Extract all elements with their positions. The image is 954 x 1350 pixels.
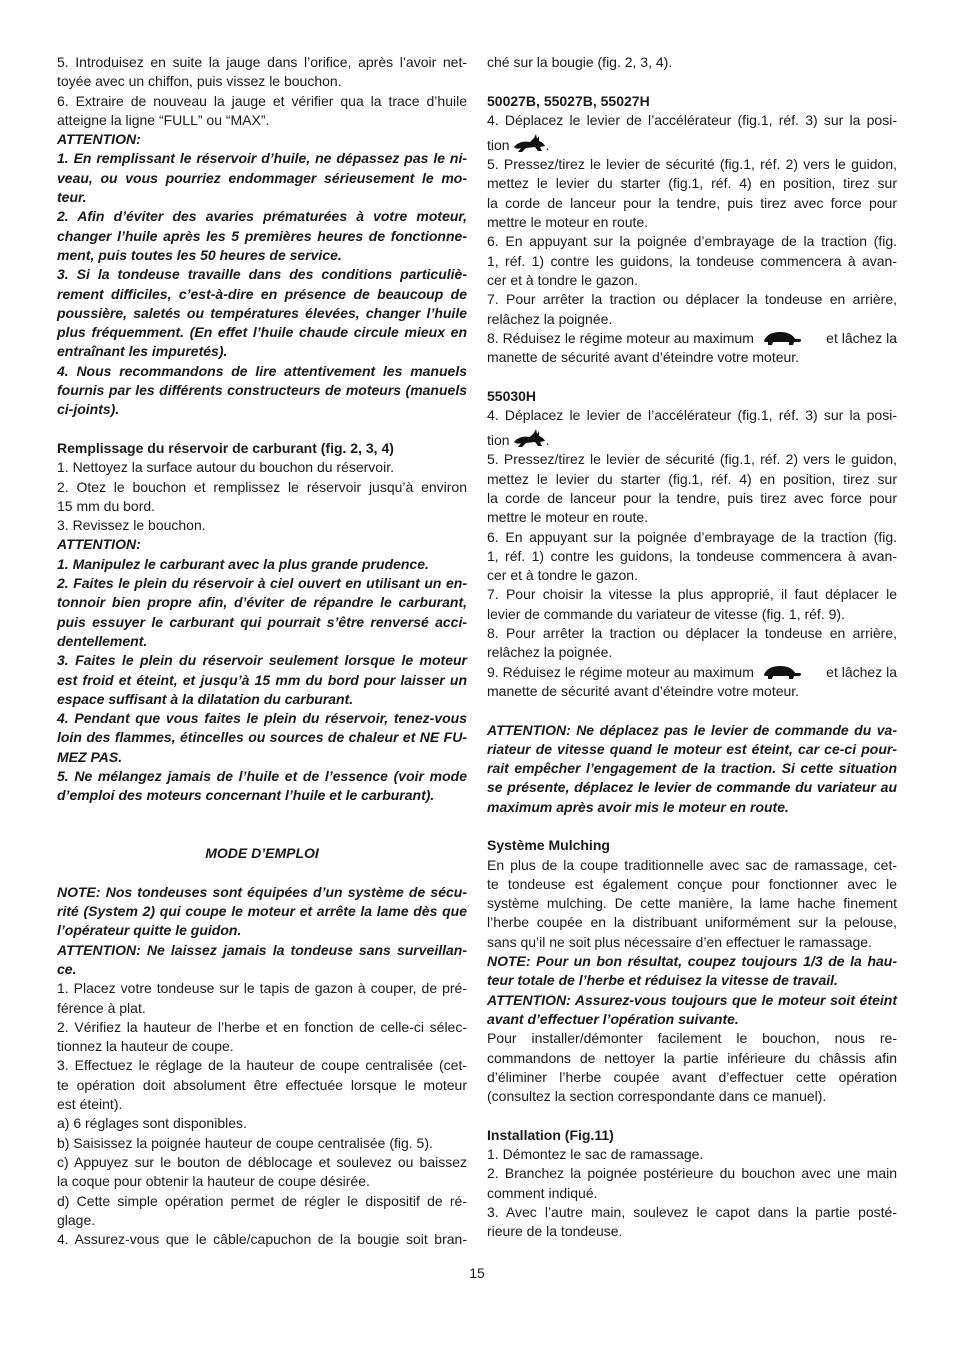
section-heading-mulching: Système Mulching [487, 837, 610, 854]
page-number: 15 [469, 1265, 485, 1281]
text-line: manette de sécurité avant d’éteindre votre moteur. [487, 349, 800, 366]
text-line: cer et à tondre le gazon. [487, 567, 638, 584]
text-line: comment indiqué. [487, 1184, 598, 1201]
text-line: espace suffisant à la dilatation du carburant. [57, 690, 354, 707]
text-line: rement difficiles, c’est-à-dire en présence de beaucoup de [57, 285, 467, 302]
text-line: te tondeuse est également conçue pour fonctionner avec le [487, 875, 897, 892]
text-line: ATTENTION: Assurez-vous toujours que le moteur soit éteint [487, 991, 897, 1008]
text-line: rait empêcher l’engagement de la traction. Si cette situation [487, 760, 897, 777]
attention-heading: ATTENTION: [57, 131, 141, 148]
text-line: 4. Assurez-vous que le câble/capuchon de la bougie soit bran- [57, 1231, 467, 1248]
text-line: 2. Otez le bouchon et remplissez le réservoir jusqu’à environ [57, 478, 467, 495]
text-line: levier de commande du variateur de vitesse (fig. 1, réf. 9). [487, 605, 845, 622]
text-line: 6. En appuyant sur la poignée d’embrayage de la traction (fig. [487, 233, 897, 250]
attention-heading: ATTENTION: [57, 536, 141, 553]
text-line: d’emploi des moteurs concernant l’huile et le carburant). [57, 787, 435, 804]
text-line: 15 mm du bord. [57, 497, 156, 514]
text-fragment: et lâchez la [826, 663, 897, 680]
text-line: cer et à tondre le gazon. [487, 271, 638, 288]
text-line: 5. Ne mélangez jamais de l’huile et de l’essence (voir mode [57, 767, 467, 784]
model-heading-50027b: 50027B, 55027B, 55027H [487, 92, 650, 109]
text-line: 4. Déplacez le levier de l’accélérateur (fig.1, réf. 3) sur la posi- [487, 111, 897, 128]
right-column [487, 53, 897, 1242]
text-line: 3. Revissez le bouchon. [57, 517, 206, 534]
text-line: 2. Afin d’éviter des avaries prématurées à votre moteur, [57, 208, 467, 225]
text-line: 6. Extraire de nouveau la jauge et vérifier qua la trace d’huile [57, 92, 467, 109]
text-line: glage. [57, 1211, 96, 1228]
text-line-with-icon [487, 663, 897, 682]
text-line: manette de sécurité avant d’éteindre votre moteur. [487, 682, 800, 699]
text-line: 4. Nous recommandons de lire attentivement les manuels [57, 362, 467, 379]
text-line: est froid et éteint, et jusqu’à 15 mm du bord pour laisser un [57, 671, 467, 688]
text-line: 1, réf. 1) contre les guidons, la tondeuse commencera à avan- [487, 252, 897, 269]
text-line: relâchez la poignée. [487, 644, 613, 661]
model-heading-55030h: 55030H [487, 387, 537, 404]
text-line: ci-joints). [57, 401, 120, 418]
text-line: rieure de la tondeuse. [487, 1223, 623, 1240]
text-line: tonnoir bien propre afin, d’éviter de répandre le carburant, [57, 594, 467, 611]
text-line: loin des flammes, étincelles ou sources de chaleur et NE FU- [57, 729, 467, 746]
left-column [57, 53, 467, 1249]
text-line: 5. Pressez/tirez le levier de sécurité (fig.1, réf. 2) vers le guidon, [487, 451, 897, 468]
text-fragment: tion [487, 137, 510, 154]
text-line: a) 6 réglages sont disponibles. [57, 1115, 247, 1132]
text-line: dentellement. [57, 632, 148, 649]
text-fragment: . [545, 432, 550, 449]
text-line: mettez le levier du starter (fig.1, réf. 4) en position, tirez sur [487, 175, 897, 192]
text-line: 4. Déplacez le levier de l’accélérateur (fig.1, réf. 3) sur la posi- [487, 407, 897, 424]
text-line: 5. Introduisez en suite la jauge dans l’orifice, après l’avoir net- [57, 54, 467, 70]
text-line: teur. [57, 189, 87, 206]
text-line: Pour installer/démonter facilement le bouchon, nous re- [487, 1030, 897, 1047]
text-fragment: et lâchez la [826, 329, 897, 346]
text-line: 5. Pressez/tirez le levier de sécurité (fig.1, réf. 2) vers le guidon, [487, 156, 897, 173]
section-title-mode-emploi: MODE D’EMPLOI [205, 845, 319, 862]
text-line-with-icon [487, 329, 897, 348]
text-line: plus fréquemment. (En effet l’huile chaude circule mieux en [57, 324, 467, 341]
text-line: 3. Si la tondeuse travaille dans des conditions particuliè- [57, 266, 467, 283]
text-line: te opération doit absolument être effectuée lorsque le moteur [57, 1076, 467, 1093]
text-line: ce. [57, 960, 77, 977]
text-line: b) Saisissez la poignée hauteur de coupe centralisée (fig. 5). [57, 1134, 433, 1151]
text-line: teur totale de l’herbe et réduisez la vitesse de travail. [487, 972, 838, 989]
text-line: 2. Vérifiez la hauteur de l’herbe et en fonction de celle-ci sélec- [57, 1018, 467, 1035]
text-line: veau, ou vous pourriez endommager sérieusement le mo- [57, 169, 467, 186]
text-line: atteigne la ligne “FULL” ou “MAX”. [57, 111, 270, 128]
text-line: 1. Démontez le sac de ramassage. [487, 1146, 704, 1163]
text-line: la corde de lanceur pour la tendre, puis tirez avec force pour [487, 194, 897, 211]
text-line: 3. Avec l’autre main, soulevez le capot dans la partie posté- [487, 1203, 897, 1220]
text-line: riateur de vitesse quand le moteur est éteint, car ce-ci pour- [487, 740, 897, 757]
text-line: est éteint). [57, 1096, 123, 1113]
text-line: avant d’effectuer l’opération suivante. [487, 1010, 739, 1027]
text-line: 8. Pour arrêter la traction ou déplacer la tondeuse en arrière, [487, 625, 897, 642]
text-line: férence à plat. [57, 999, 146, 1016]
text-line: 1. Placez votre tondeuse sur le tapis de gazon à couper, de pré- [57, 980, 467, 997]
text-line: 1. Nettoyez la surface autour du bouchon du réservoir. [57, 459, 394, 476]
text-line: changer l’huile après les 5 premières heures de fonctionne- [57, 227, 467, 244]
text-line: ment, puis toutes les 50 heures de service. [57, 246, 342, 263]
text-line: 2. Branchez la poignée postérieure du bouchon avec une main [487, 1165, 897, 1182]
text-line: relâchez la poignée. [487, 310, 613, 327]
text-line: d’éliminer l’herbe coupée avant d’effectuer cette opération [487, 1068, 897, 1085]
text-line: système mulching. De cette manière, la lame hache finement [487, 895, 897, 912]
text-line: commandons de nettoyer la partie inférieure du châssis afin [487, 1049, 897, 1066]
text-fragment: 8. Réduisez le régime moteur au maximum [487, 329, 754, 346]
text-line: d) Cette simple opération permet de régler le dispositif de ré- [57, 1192, 467, 1209]
text-line: fournis par les différents constructeurs de moteurs (manuels [57, 382, 467, 399]
text-line-with-icon [487, 130, 897, 155]
text-line: 1. Manipulez le carburant avec la plus grande prudence. [57, 555, 429, 572]
text-line: poussière, saletés ou températures élevées, changer l’huile [57, 304, 467, 321]
text-line: 3. Effectuez le réglage de la hauteur de coupe centralisée (cet- [57, 1057, 467, 1074]
text-line-with-icon [487, 425, 897, 450]
text-line: mettez le levier du starter (fig.1, réf. 4) en position, tirez sur [487, 470, 897, 487]
text-line: NOTE: Pour un bon résultat, coupez toujours 1/3 de la hau- [487, 953, 897, 970]
text-line: ché sur la bougie (fig. 2, 3, 4). [487, 54, 673, 70]
text-line: maximum après avoir mis le moteur en route. [487, 798, 789, 815]
text-line: tionnez la hauteur de coupe. [57, 1038, 234, 1055]
text-line: l’opérateur quitte le guidon. [57, 922, 242, 939]
text-line: 1, réf. 1) contre les guidons, la tondeuse commencera à avan- [487, 547, 897, 564]
text-line: rité (System 2) qui coupe le moteur et arrête la lame dès que [57, 903, 467, 920]
text-line: 7. Pour arrêter la traction ou déplacer la tondeuse en arrière, [487, 291, 897, 308]
text-line: 6. En appuyant sur la poignée d’embrayage de la traction (fig. [487, 528, 897, 545]
text-line: En plus de la coupe traditionnelle avec sac de ramassage, cet- [487, 856, 897, 873]
text-line: se présente, déplacez le levier de commande du variateur au [487, 779, 897, 796]
text-line: (consultez la section correspondante dans ce manuel). [487, 1088, 827, 1105]
section-heading-fuel: Remplissage du réservoir de carburant (fig. 2, 3, 4) [57, 439, 394, 456]
text-line: ATTENTION: Ne déplacez pas le levier de commande du va- [487, 721, 897, 738]
text-line: ATTENTION: Ne laissez jamais la tondeuse sans surveillan- [57, 941, 467, 958]
text-line: NOTE: Nos tondeuses sont équipées d’un système de sécu- [57, 883, 467, 900]
text-fragment: . [545, 137, 550, 154]
text-line: puis essuyer le carburant qui pourrait s’être renversé acci- [57, 613, 467, 630]
text-line: 1. En remplissant le réservoir d’huile, ne dépassez pas le ni- [57, 150, 467, 167]
text-line: MEZ PAS. [57, 748, 123, 765]
text-line: mettre le moteur en route. [487, 214, 649, 231]
text-line: toyée avec un chiffon, puis vissez le bouchon. [57, 73, 342, 90]
text-line: sans qu’il ne soit plus nécessaire d’en effectuer le ramassage. [487, 933, 872, 950]
text-line: 2. Faites le plein du réservoir à ciel ouvert en utilisant un en- [57, 575, 467, 592]
text-line: 7. Pour choisir la vitesse la plus approprié, il faut déplacer le [487, 586, 897, 603]
text-line: 4. Pendant que vous faites le plein du réservoir, tenez-vous [57, 710, 467, 727]
text-line: l’herbe coupée en la distribuant uniformément sur la pelouse, [487, 914, 897, 931]
section-heading-installation: Installation (Fig.11) [487, 1126, 614, 1143]
text-line: entraînant les impuretés). [57, 343, 228, 360]
text-line: la corde de lanceur pour la tendre, puis tirez avec force pour [487, 489, 897, 506]
text-fragment: 9. Réduisez le régime moteur au maximum [487, 663, 754, 680]
text-line: la coque pour obtenir la hauteur de coupe désirée. [57, 1173, 370, 1190]
text-line: 3. Faites le plein du réservoir seulement lorsque le moteur [57, 652, 467, 669]
text-fragment: tion [487, 432, 510, 449]
text-line: mettre le moteur en route. [487, 509, 649, 526]
text-line: c) Appuyez sur le bouton de déblocage et soulevez ou baissez [57, 1153, 467, 1170]
